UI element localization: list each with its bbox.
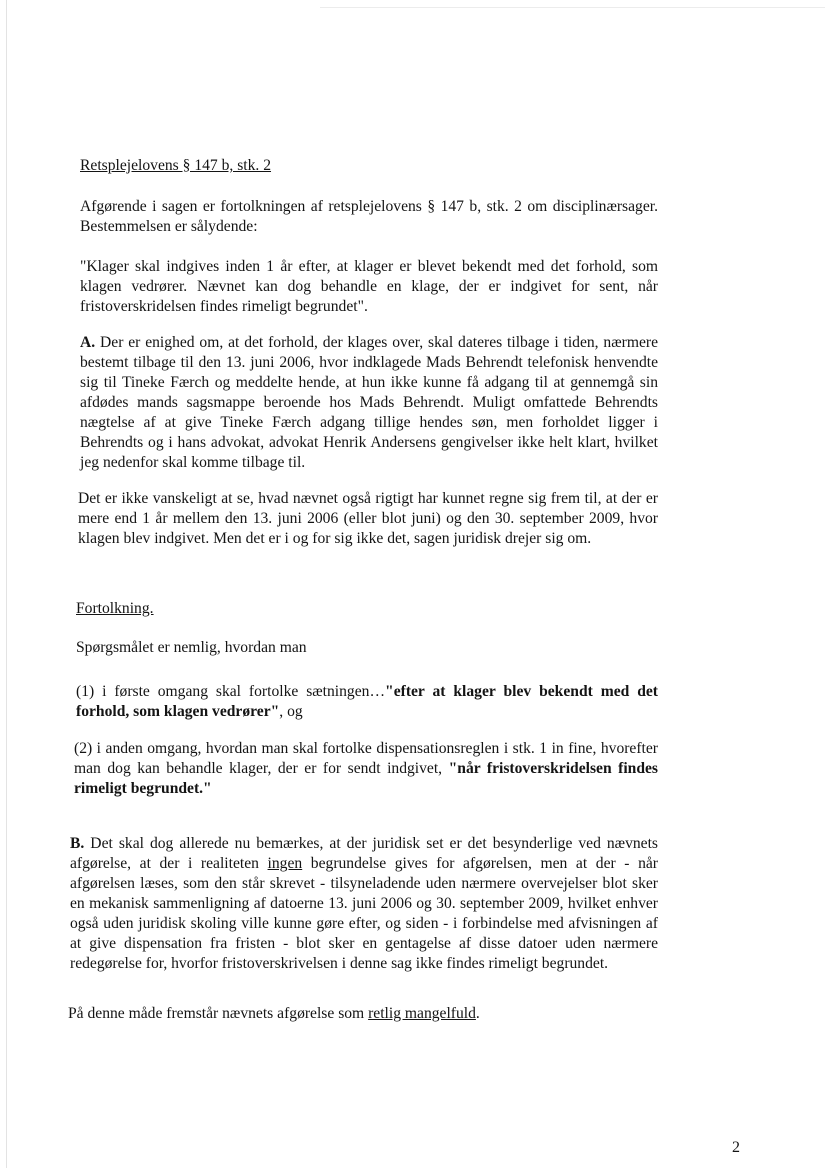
conclusion-prefix: På denne måde fremstår nævnets afgørelse som: [68, 1005, 369, 1022]
section-b-underlined-word: ingen: [267, 855, 303, 872]
question-one-suffix: , og: [279, 703, 303, 720]
conclusion-paragraph: [68, 1004, 658, 1024]
section-a-text: Der er enighed om, at det forhold, der klages over, skal dateres tilbage i tiden, nærmere bestemt tilbage til den 13. juni 2006, hvor indklagede Mads Behrendt telefonisk henvendte sig til Tineke Færch og meddelte hende, at hun ikke kunne få adgang til at gennemgå sin afdødes mands sagsmappe beroende hos Mads Behrendt. Muligt omfattede Behrendts nægtelse af at give Tineke Færch adgang tillige hendes søn, men forholdet ligger i Behrendts og i hans advokat, advokat Henrik Andersens gengivelser ikke helt klart, hvilket jeg nedenfor skal komme tilbage til.: [80, 334, 658, 471]
question-intro: Spørgsmålet er nemlig, hvordan man: [76, 639, 307, 656]
question-two: [74, 739, 658, 799]
section-b-marker: B.: [70, 835, 85, 852]
statute-quote: "Klager skal indgives inden 1 år efter, at klager er blevet bekendt med det forhold, som klagen vedrører. Nævnet kan dog behandle en klage, der er indgivet for sent, når fristoverskridelsen findes rimeligt begrundet".: [80, 258, 658, 315]
scan-edge-left: [6, 0, 7, 1168]
question-one-prefix: (1) i første omgang skal fortolke sætningen…: [76, 683, 386, 700]
question-two-quote: "når fristoverskridelsen findes rimeligt begrundet.": [74, 760, 659, 797]
question-two-prefix: (2) i anden omgang, hvordan man skal fortolke dispensationsreglen i stk. 1 in fine, hvorefter man dog kan behandle klager, der er for sendt indgivet,: [74, 740, 658, 777]
page-number: 2: [732, 1139, 740, 1156]
section-a-paragraph: [80, 333, 658, 473]
dates-paragraph: Det er ikke vanskeligt at se, hvad nævnet også rigtigt har kunnet regne sig frem til, at der er mere end 1 år mellem den 13. juni 2006 (eller blot juni) og den 30. september 2009, hvor klagen blev indgivet. Men det er i og for sig ikke det, sagen juridisk drejer sig om.: [78, 490, 658, 547]
section-a-marker: A.: [80, 334, 96, 351]
section-b-paragraph: [70, 834, 658, 974]
section-b-text-2: begrundelse gives for afgørelsen, men at der - når afgørelsen læses, som den står skrevet - tilsyneladende uden nærmere overvejelser blot sker en mekanisk sammenligning af datoerne 13. juni 2006 og 30. september 2009, hvilket enhver også uden juridisk skoling ville kunne gøre efter, og siden - i forbindelse med afvisningen af at give dispensation fra fristen - blot sker en gentagelse af disse datoer uden nærmere redegørelse for, hvorfor fristoverskrivelsen i denne sag ikke findes rimeligt begrundet.: [70, 855, 658, 972]
question-one-quote: "efter at klager blev bekendt med det forhold, som klagen vedrører": [76, 683, 659, 720]
section-heading-fortolkning: Fortolkning.: [76, 600, 154, 617]
scan-edge-top: [320, 7, 825, 8]
question-one: [76, 682, 658, 722]
section-heading-retsplejelov: Retsplejelovens § 147 b, stk. 2: [80, 157, 272, 174]
conclusion-underlined: retlig mangelfuld: [368, 1005, 476, 1022]
conclusion-suffix: .: [475, 1005, 480, 1022]
intro-paragraph: Afgørende i sagen er fortolkningen af retsplejelovens § 147 b, stk. 2 om disciplinærsager. Bestemmelsen er sålydende:: [80, 198, 658, 235]
section-b-text-1: Det skal dog allerede nu bemærkes, at der juridisk set er det besynderlige ved nævnets afgørelse, at der i realiteten: [70, 835, 658, 872]
